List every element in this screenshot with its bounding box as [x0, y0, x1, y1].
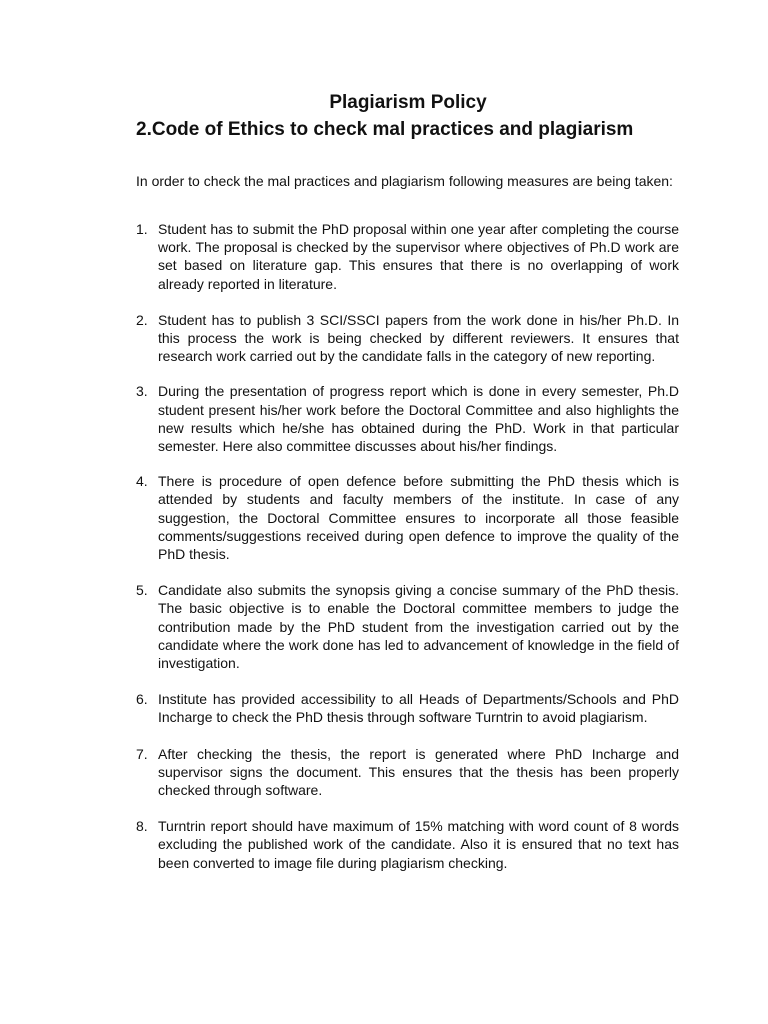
list-item-text: Turntrin report should have maximum of 15% matching with word count of 8 words excluding the published work of the candidate. Also it is ensured that no text has been converted to image file during plagiarism checking.: [158, 818, 679, 871]
list-item-number: 1.: [136, 221, 148, 237]
list-item-text: Student has to publish 3 SCI/SSCI papers from the work done in his/her Ph.D. In this process the work is being checked by different reviewers. It ensures that research work carried out by the candidate falls in the category of new reporting.: [158, 311, 679, 365]
list-item: [136, 581, 679, 672]
list-item: [136, 690, 679, 726]
section-heading: 2.Code of Ethics to check mal practices and plagiarism: [136, 119, 634, 140]
list-item-number: 5.: [136, 582, 148, 599]
list-item-text: Candidate also submits the synopsis giving a concise summary of the PhD thesis. The basic objective is to enable the Doctoral committee members to judge the contribution made by the PhD student from the investigation carried out by the candidate where the work done has led to advancement of knowledge in the field of investigation.: [158, 582, 679, 672]
list-item-text: During the presentation of progress report which is done in every semester, Ph.D student present his/her work before the Doctoral Committee and also highlights the new results which he/she has obtained during the PhD. Work in that particular semester. Here also committee discusses about his/her findings.: [158, 383, 679, 455]
list-item: [136, 817, 679, 872]
list-item-number: 4.: [136, 473, 148, 490]
list-item-text: There is procedure of open defence before submitting the PhD thesis which is attended by students and faculty members of the institute. In case of any suggestion, the Doctoral Committee ensures to incorporate all those feasible comments/suggestions received during open defence to improve the quality of the PhD thesis.: [158, 473, 679, 563]
list-item-text: Student has to submit the PhD proposal within one year after completing the course work. The proposal is checked by the supervisor where objectives of Ph.D work are set based on literature gap. This ensures that there is no overlapping of work already reported in literature.: [158, 221, 679, 292]
list-item-text: Institute has provided accessibility to all Heads of Departments/Schools and PhD Incharge to check the PhD thesis through software Turntrin to avoid plagiarism.: [158, 691, 679, 726]
list-item: [136, 220, 679, 293]
intro-paragraph: In order to check the mal practices and plagiarism following measures are being taken:: [136, 173, 673, 189]
list-item-number: 2.: [136, 311, 148, 328]
list-item-text: After checking the thesis, the report is generated where PhD Incharge and supervisor signs the document. This ensures that the thesis has been properly checked through software.: [158, 745, 679, 799]
list-item-number: 3.: [136, 383, 148, 400]
list-item-number: 7.: [136, 745, 148, 762]
list-item-number: 8.: [136, 818, 148, 835]
measures-list: [136, 220, 679, 872]
list-item: [136, 745, 679, 800]
list-item: [136, 472, 679, 563]
page-title: Plagiarism Policy: [329, 92, 487, 113]
list-item: [136, 311, 679, 366]
list-item: [136, 382, 679, 455]
list-item-number: 6.: [136, 691, 148, 708]
